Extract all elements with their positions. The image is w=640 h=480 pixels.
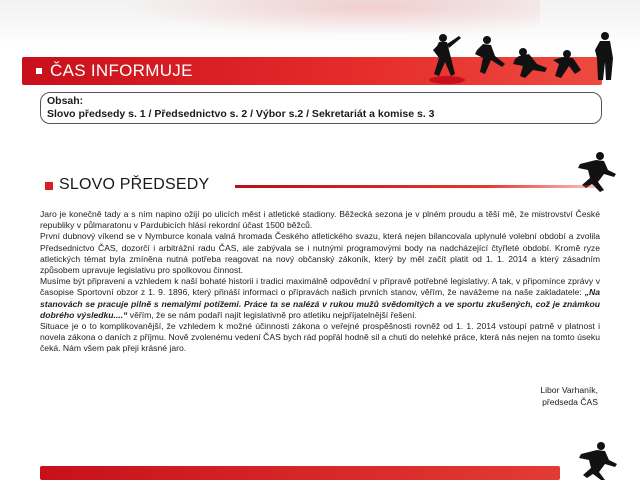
section-rule (235, 185, 595, 188)
signature (540, 385, 598, 408)
footer-bar (40, 466, 560, 480)
signature-role: předseda ČAS (542, 396, 598, 407)
contents-label: Obsah: (47, 95, 84, 107)
article-paragraph: Jaro je konečně tady a s ním napino ožijí po ulicích měst i atletické stadiony. Běžecká sezona je v plném proudu a těší mě, že mistrovství České republiky v půlmaratonu v Pardubicích hlásí rekordní účast 1500 běžců. (40, 209, 600, 231)
section-bullet (45, 182, 53, 190)
contents-items: Slovo předsedy s. 1 / Předsednictvo s. 2 / Výbor s.2 / Sekretariát a komise s. 3 (47, 108, 435, 120)
contents-box (40, 92, 602, 124)
sprinter-icon (555, 440, 625, 480)
article-text: věřím, že se nám podaří najít legislativně pro atletiku nejpříjatelnější řešení. (127, 309, 417, 320)
article-paragraph: Situace je o to komplikovanější, že vzhledem k možné účinnosti zákona o veřejné prospěšnosti rovněž od 1. 1. 2014 vstoupí patrně v platnost i novela zákona o daních z příjmu. Nově zvolenému vedení ČAS bych rád popřál hodně sil a chuti do nelehké práce, která nás nejen na tomto úseku čeká. Nám všem pak přeji krásné jaro. (40, 321, 600, 354)
signature-name: Libor Varhaník, (540, 385, 598, 395)
header-title: ČAS INFORMUJE (50, 61, 193, 80)
athletes-silhouette-icon (425, 24, 625, 86)
article-paragraph: První dubnový víkend se v Nymburce konala valná hromada Českého atletického svazu, která nejen bilancovala uplynulé volební období a zvolila Předsednictvo ČAS, dozorčí i arbitrážní radu ČAS, ale zabývala se i nutnými programovými body na nadcházející čtyřleté období. Kromě ryze atletických témat byla zmíněna nutná potřeba reagovat na nový občanský zákoník, který by měl začít platit od 1. 1. 2014 a který zásadním způsobem upravuje legislativu pro spolkovou činnost. (40, 231, 600, 276)
article-body (40, 209, 600, 355)
section-heading (45, 176, 605, 198)
article-quote: „Na stanovách se pracuje pilně s nemalými potížemi. Práce ta se nalézá v rukou mužů svědomitých a ve sportu zkušených, což je známkou dobrého výsledku....“ (40, 287, 600, 320)
article-paragraph (40, 276, 600, 321)
header-bullet (36, 68, 42, 74)
article-text: Musíme být připraveni a vzhledem k naší bohaté historii i tradici maximálně odpovědní v přípravě potřebné legislativy. A tak, v připomínce zprávy v časopise Sportovní obzor z 1. 9. 1896, který přináší informaci o přípravách našich prvních stanov, věřím, že navážeme na naše zakladatele: (40, 276, 600, 298)
section-title: SLOVO PŘEDSEDY (59, 176, 210, 193)
